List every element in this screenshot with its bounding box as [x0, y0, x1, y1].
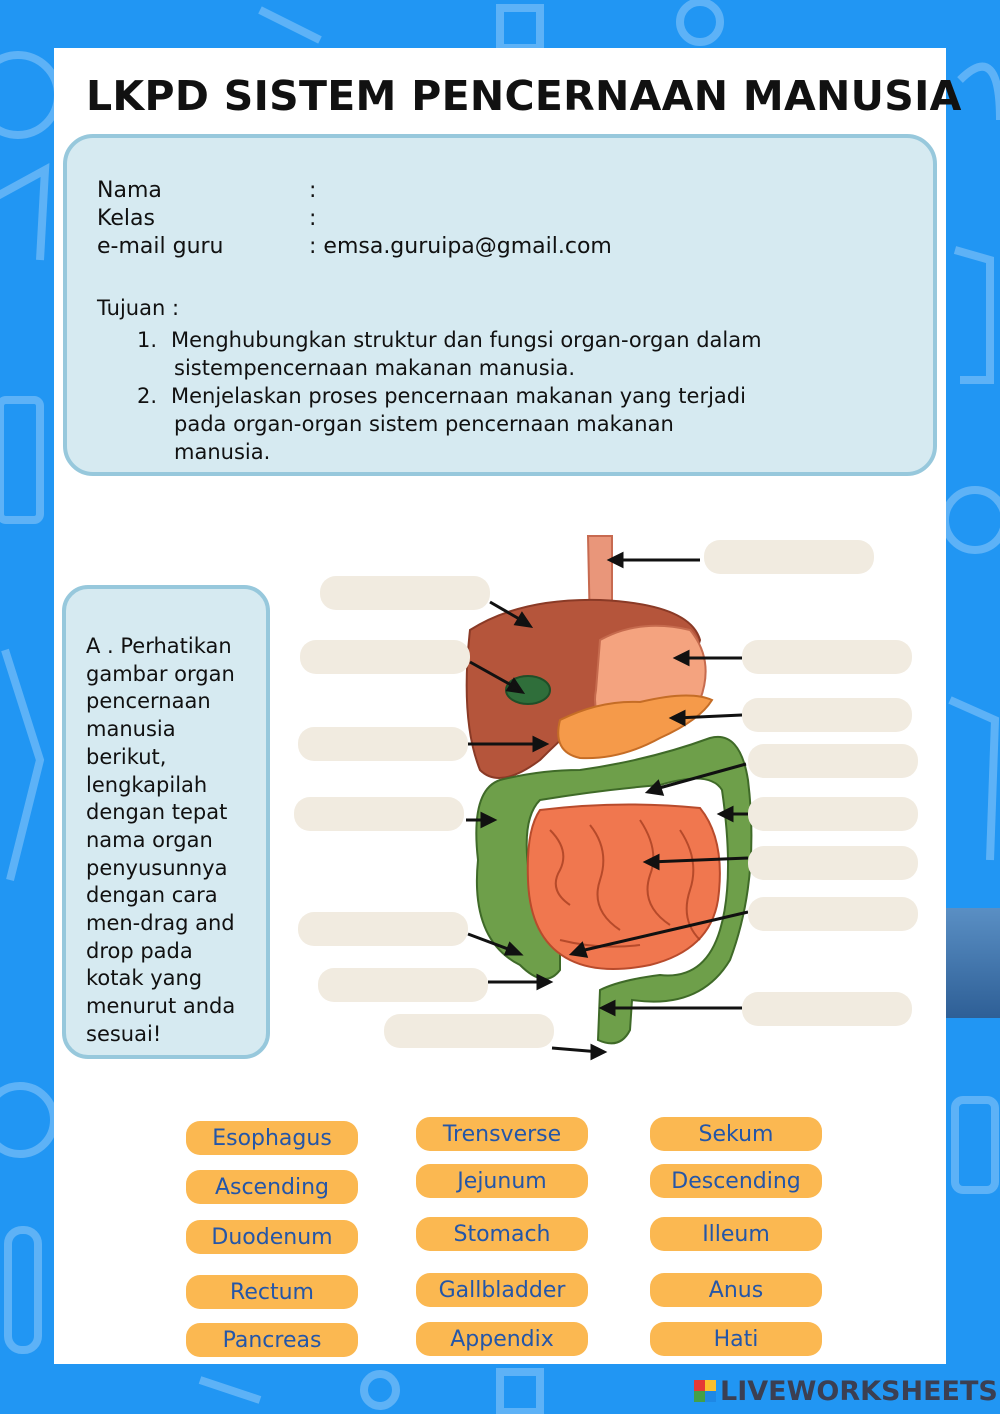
class-label: Kelas: [97, 206, 155, 231]
instruction-line: pencernaan: [86, 689, 211, 714]
drop-zone[interactable]: [742, 640, 912, 674]
goal-number: 2.: [137, 384, 158, 408]
instruction-line: drop pada: [86, 938, 193, 963]
page-title: LKPD SISTEM PENCERNAAN MANUSIA: [86, 72, 962, 120]
goals-heading: Tujuan :: [97, 296, 180, 320]
instruction-line: men-drag and: [86, 911, 235, 936]
class-separator: :: [309, 206, 317, 231]
word-chip[interactable]: Illeum: [650, 1217, 822, 1251]
goal-text-line: Menjelaskan proses pencernaan makanan yang terjadi: [171, 384, 746, 408]
goal-number: 1.: [137, 328, 158, 352]
instruction-line: penyusunnya: [86, 855, 228, 880]
drop-zone[interactable]: [298, 912, 468, 946]
instruction-line: kotak yang: [86, 966, 203, 991]
word-chip[interactable]: Trensverse: [416, 1117, 588, 1151]
goal-text-line: sistempencernaan makanan manusia.: [174, 356, 576, 380]
word-chip[interactable]: Jejunum: [416, 1164, 588, 1198]
instruction-line: berikut,: [86, 744, 167, 769]
drop-zone[interactable]: [742, 992, 912, 1026]
drop-zone[interactable]: [748, 797, 918, 831]
drop-zone[interactable]: [742, 698, 912, 732]
drop-zone[interactable]: [384, 1014, 554, 1048]
word-chip[interactable]: Hati: [650, 1322, 822, 1356]
instruction-line: gambar organ: [86, 661, 235, 686]
word-chip[interactable]: Stomach: [416, 1217, 588, 1251]
drop-zone[interactable]: [748, 897, 918, 931]
liveworksheets-logo: [694, 1376, 998, 1406]
goal-text-line: Menghubungkan struktur dan fungsi organ-organ dalam: [171, 328, 762, 352]
goal-text-line: pada organ-organ sistem pencernaan makanan: [174, 412, 674, 436]
word-chip[interactable]: Pancreas: [186, 1323, 358, 1357]
word-chip[interactable]: Rectum: [186, 1275, 358, 1309]
drop-zone[interactable]: [748, 846, 918, 880]
drop-zone[interactable]: [294, 797, 464, 831]
instruction-line: A . Perhatikan: [86, 634, 232, 658]
instruction-line: sesuai!: [86, 1021, 162, 1046]
name-separator: :: [309, 178, 317, 203]
word-chip[interactable]: Sekum: [650, 1117, 822, 1151]
word-chip[interactable]: Ascending: [186, 1170, 358, 1204]
goal-item: [137, 326, 762, 382]
class-row: [97, 206, 316, 231]
side-scroll-tab[interactable]: [946, 908, 1000, 1018]
email-label: e-mail guru: [97, 234, 224, 259]
instruction-line: menurut anda: [86, 994, 236, 1019]
drop-zone[interactable]: [318, 968, 488, 1002]
name-row: [97, 178, 316, 203]
word-chip[interactable]: Descending: [650, 1164, 822, 1198]
instruction-panel: [62, 585, 270, 1059]
instruction-line: manusia: [86, 717, 176, 742]
word-chip[interactable]: Gallbladder: [416, 1273, 588, 1307]
name-label: Nama: [97, 178, 162, 203]
email-value: : emsa.guruipa@gmail.com: [309, 234, 612, 259]
drop-zone[interactable]: [300, 640, 470, 674]
word-chip[interactable]: Duodenum: [186, 1220, 358, 1254]
drop-zone[interactable]: [748, 744, 918, 778]
goals-list: [137, 326, 762, 466]
drop-zone[interactable]: [704, 540, 874, 574]
brand-name: LIVEWORKSHEETS: [720, 1375, 998, 1407]
word-chip[interactable]: Anus: [650, 1273, 822, 1307]
email-row: [97, 234, 612, 259]
word-chip[interactable]: Esophagus: [186, 1121, 358, 1155]
goal-text-line: manusia.: [174, 440, 271, 464]
logo-badge-icon: [694, 1380, 716, 1402]
goal-item: [137, 382, 762, 466]
word-chip[interactable]: Appendix: [416, 1322, 588, 1356]
instruction-line: lengkapilah: [86, 772, 208, 797]
instruction-line: dengan cara: [86, 883, 218, 908]
drop-zone[interactable]: [298, 727, 468, 761]
instruction-line: dengan tepat: [86, 800, 228, 825]
student-info-panel: [63, 134, 937, 476]
instruction-line: nama organ: [86, 827, 213, 852]
drop-zone[interactable]: [320, 576, 490, 610]
